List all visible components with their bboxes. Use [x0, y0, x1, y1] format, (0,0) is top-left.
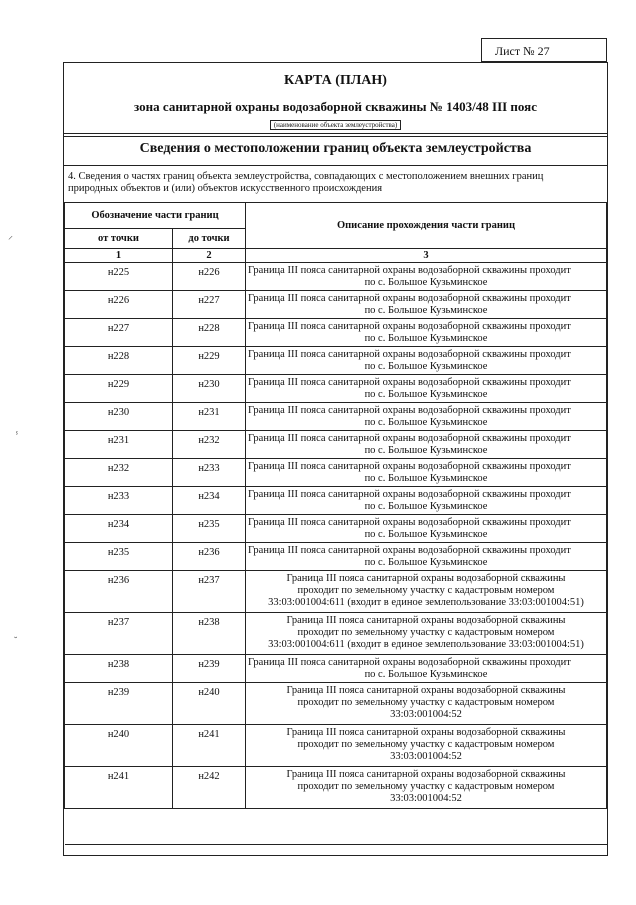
boundary-description [246, 655, 607, 683]
object-caption [64, 121, 607, 129]
col-number: 2 [173, 249, 246, 263]
divider [64, 133, 607, 134]
table-row [65, 725, 607, 767]
to-point: н232 [173, 431, 246, 459]
to-point: н237 [173, 571, 246, 613]
description-line: по с. Большое Кузьминское [364, 473, 488, 484]
from-point: н227 [65, 319, 173, 347]
boundary-description [246, 571, 607, 613]
document-frame [63, 62, 608, 856]
to-point: н241 [173, 725, 246, 767]
description-line: по с. Большое Кузьминское [364, 557, 488, 568]
scan-mark: ˘ [14, 636, 18, 647]
to-point: н239 [173, 655, 246, 683]
sheet-number: Лист № 27 [481, 38, 607, 62]
divider [64, 136, 607, 137]
description-line: по с. Большое Кузьминское [364, 417, 488, 428]
description-line: Граница III пояса санитарной охраны водозаборной скважины проходит [248, 405, 571, 416]
from-point: н238 [65, 655, 173, 683]
description-line: Граница III пояса санитарной охраны водозаборной скважины [286, 685, 566, 696]
description-line: 33:03:001004:52 [390, 793, 462, 804]
description-line: 33:03:001004:611 (входит в единое землепользование 33:03:001004:51) [268, 597, 584, 608]
description-line: Граница III пояса санитарной охраны водозаборной скважины [286, 769, 566, 780]
description-line: Граница III пояса санитарной охраны водозаборной скважины проходит [248, 293, 571, 304]
description-line: Граница III пояса санитарной охраны водозаборной скважины [286, 727, 566, 738]
table-row [65, 319, 607, 347]
empty-row [65, 809, 607, 845]
from-point: н235 [65, 543, 173, 571]
description-line: 33:03:001004:52 [390, 751, 462, 762]
from-point: н233 [65, 487, 173, 515]
table-row [65, 403, 607, 431]
to-point: н240 [173, 683, 246, 725]
table-row [65, 487, 607, 515]
from-point: н225 [65, 263, 173, 291]
description-line: проходит по земельному участку с кадастровым номером [297, 627, 555, 638]
boundary-description [246, 543, 607, 571]
scan-mark: ⸯ [14, 433, 20, 444]
table-row [65, 571, 607, 613]
boundary-description [246, 347, 607, 375]
to-point: н230 [173, 375, 246, 403]
map-subtitle: зона санитарной охраны водозаборной скважины № 1403/48 III пояс [134, 99, 537, 114]
description-line: по с. Большое Кузьминское [364, 445, 488, 456]
group-header: Обозначение части границ [65, 203, 246, 229]
from-point: н229 [65, 375, 173, 403]
table-row [65, 613, 607, 655]
description-line: проходит по земельному участку с кадастровым номером [297, 781, 555, 792]
from-point: н241 [65, 767, 173, 809]
boundary-description [246, 263, 607, 291]
boundary-description [246, 431, 607, 459]
to-point: н229 [173, 347, 246, 375]
to-point: н233 [173, 459, 246, 487]
map-title: КАРТА (ПЛАН) [284, 73, 387, 88]
to-point: н228 [173, 319, 246, 347]
to-header: до точки [173, 229, 246, 249]
description-line: Граница III пояса санитарной охраны водозаборной скважины проходит [248, 377, 571, 388]
to-point: н231 [173, 403, 246, 431]
description-line: по с. Большое Кузьминское [364, 529, 488, 540]
boundary-description [246, 291, 607, 319]
boundary-description [246, 487, 607, 515]
table-row [65, 263, 607, 291]
description-line: 33:03:001004:52 [390, 709, 462, 720]
description-line: Граница III пояса санитарной охраны водозаборной скважины проходит [248, 545, 571, 556]
to-point: н242 [173, 767, 246, 809]
to-point: н238 [173, 613, 246, 655]
description-line: проходит по земельному участку с кадастровым номером [297, 585, 555, 596]
description-line: Граница III пояса санитарной охраны водозаборной скважины проходит [248, 657, 571, 668]
description-line: проходит по земельному участку с кадастровым номером [297, 739, 555, 750]
description-line: Граница III пояса санитарной охраны водозаборной скважины проходит [248, 265, 571, 276]
table-row [65, 515, 607, 543]
col-number: 1 [65, 249, 173, 263]
description-line: по с. Большое Кузьминское [364, 333, 488, 344]
table-row [65, 767, 607, 809]
description-line: по с. Большое Кузьминское [364, 305, 488, 316]
from-point: н236 [65, 571, 173, 613]
from-point: н232 [65, 459, 173, 487]
description-line: Граница III пояса санитарной охраны водозаборной скважины [286, 573, 566, 584]
to-point: н234 [173, 487, 246, 515]
boundary-description [246, 403, 607, 431]
description-line: по с. Большое Кузьминское [364, 277, 488, 288]
section-intro: 4. Сведения о частях границ объекта землеустройства, совпадающих с местоположением внешних границ природных объектов и (или) объектов искусственного происхождения [68, 171, 544, 194]
from-header: от точки [65, 229, 173, 249]
scan-mark: ⸍ [8, 235, 13, 246]
table-row [65, 347, 607, 375]
description-line: Граница III пояса санитарной охраны водозаборной скважины [286, 615, 566, 626]
boundary-description [246, 683, 607, 725]
description-line: Граница III пояса санитарной охраны водозаборной скважины проходит [248, 321, 571, 332]
description-line: проходит по земельному участку с кадастровым номером [297, 697, 555, 708]
description-line: Граница III пояса санитарной охраны водозаборной скважины проходит [248, 517, 571, 528]
boundary-description [246, 613, 607, 655]
table-row [65, 655, 607, 683]
description-line: по с. Большое Кузьминское [364, 389, 488, 400]
description-line: Граница III пояса санитарной охраны водозаборной скважины проходит [248, 489, 571, 500]
from-point: н237 [65, 613, 173, 655]
table-row [65, 543, 607, 571]
description-line: 33:03:001004:611 (входит в единое землепользование 33:03:001004:51) [268, 639, 584, 650]
table-row [65, 431, 607, 459]
boundary-table [64, 202, 607, 845]
description-line: Граница III пояса санитарной охраны водозаборной скважины проходит [248, 349, 571, 360]
boundary-description [246, 725, 607, 767]
from-point: н228 [65, 347, 173, 375]
from-point: н240 [65, 725, 173, 767]
desc-header: Описание прохождения части границ [246, 203, 607, 249]
boundary-description [246, 767, 607, 809]
description-line: по с. Большое Кузьминское [364, 501, 488, 512]
table-row [65, 683, 607, 725]
boundary-description [246, 515, 607, 543]
from-point: н239 [65, 683, 173, 725]
description-line: Граница III пояса санитарной охраны водозаборной скважины проходит [248, 433, 571, 444]
from-point: н234 [65, 515, 173, 543]
caption-text: (наименование объекта землеустройства) [270, 120, 401, 130]
to-point: н236 [173, 543, 246, 571]
to-point: н235 [173, 515, 246, 543]
boundary-description [246, 319, 607, 347]
to-point: н227 [173, 291, 246, 319]
boundary-description [246, 375, 607, 403]
boundary-description [246, 459, 607, 487]
table-row [65, 375, 607, 403]
from-point: н226 [65, 291, 173, 319]
divider [64, 165, 607, 166]
to-point: н226 [173, 263, 246, 291]
table-row [65, 291, 607, 319]
description-line: по с. Большое Кузьминское [364, 669, 488, 680]
from-point: н231 [65, 431, 173, 459]
description-line: по с. Большое Кузьминское [364, 361, 488, 372]
section-title: Сведения о местоположении границ объекта землеустройства [139, 141, 532, 156]
description-line: Граница III пояса санитарной охраны водозаборной скважины проходит [248, 461, 571, 472]
from-point: н230 [65, 403, 173, 431]
col-number: 3 [246, 249, 607, 263]
table-row [65, 459, 607, 487]
